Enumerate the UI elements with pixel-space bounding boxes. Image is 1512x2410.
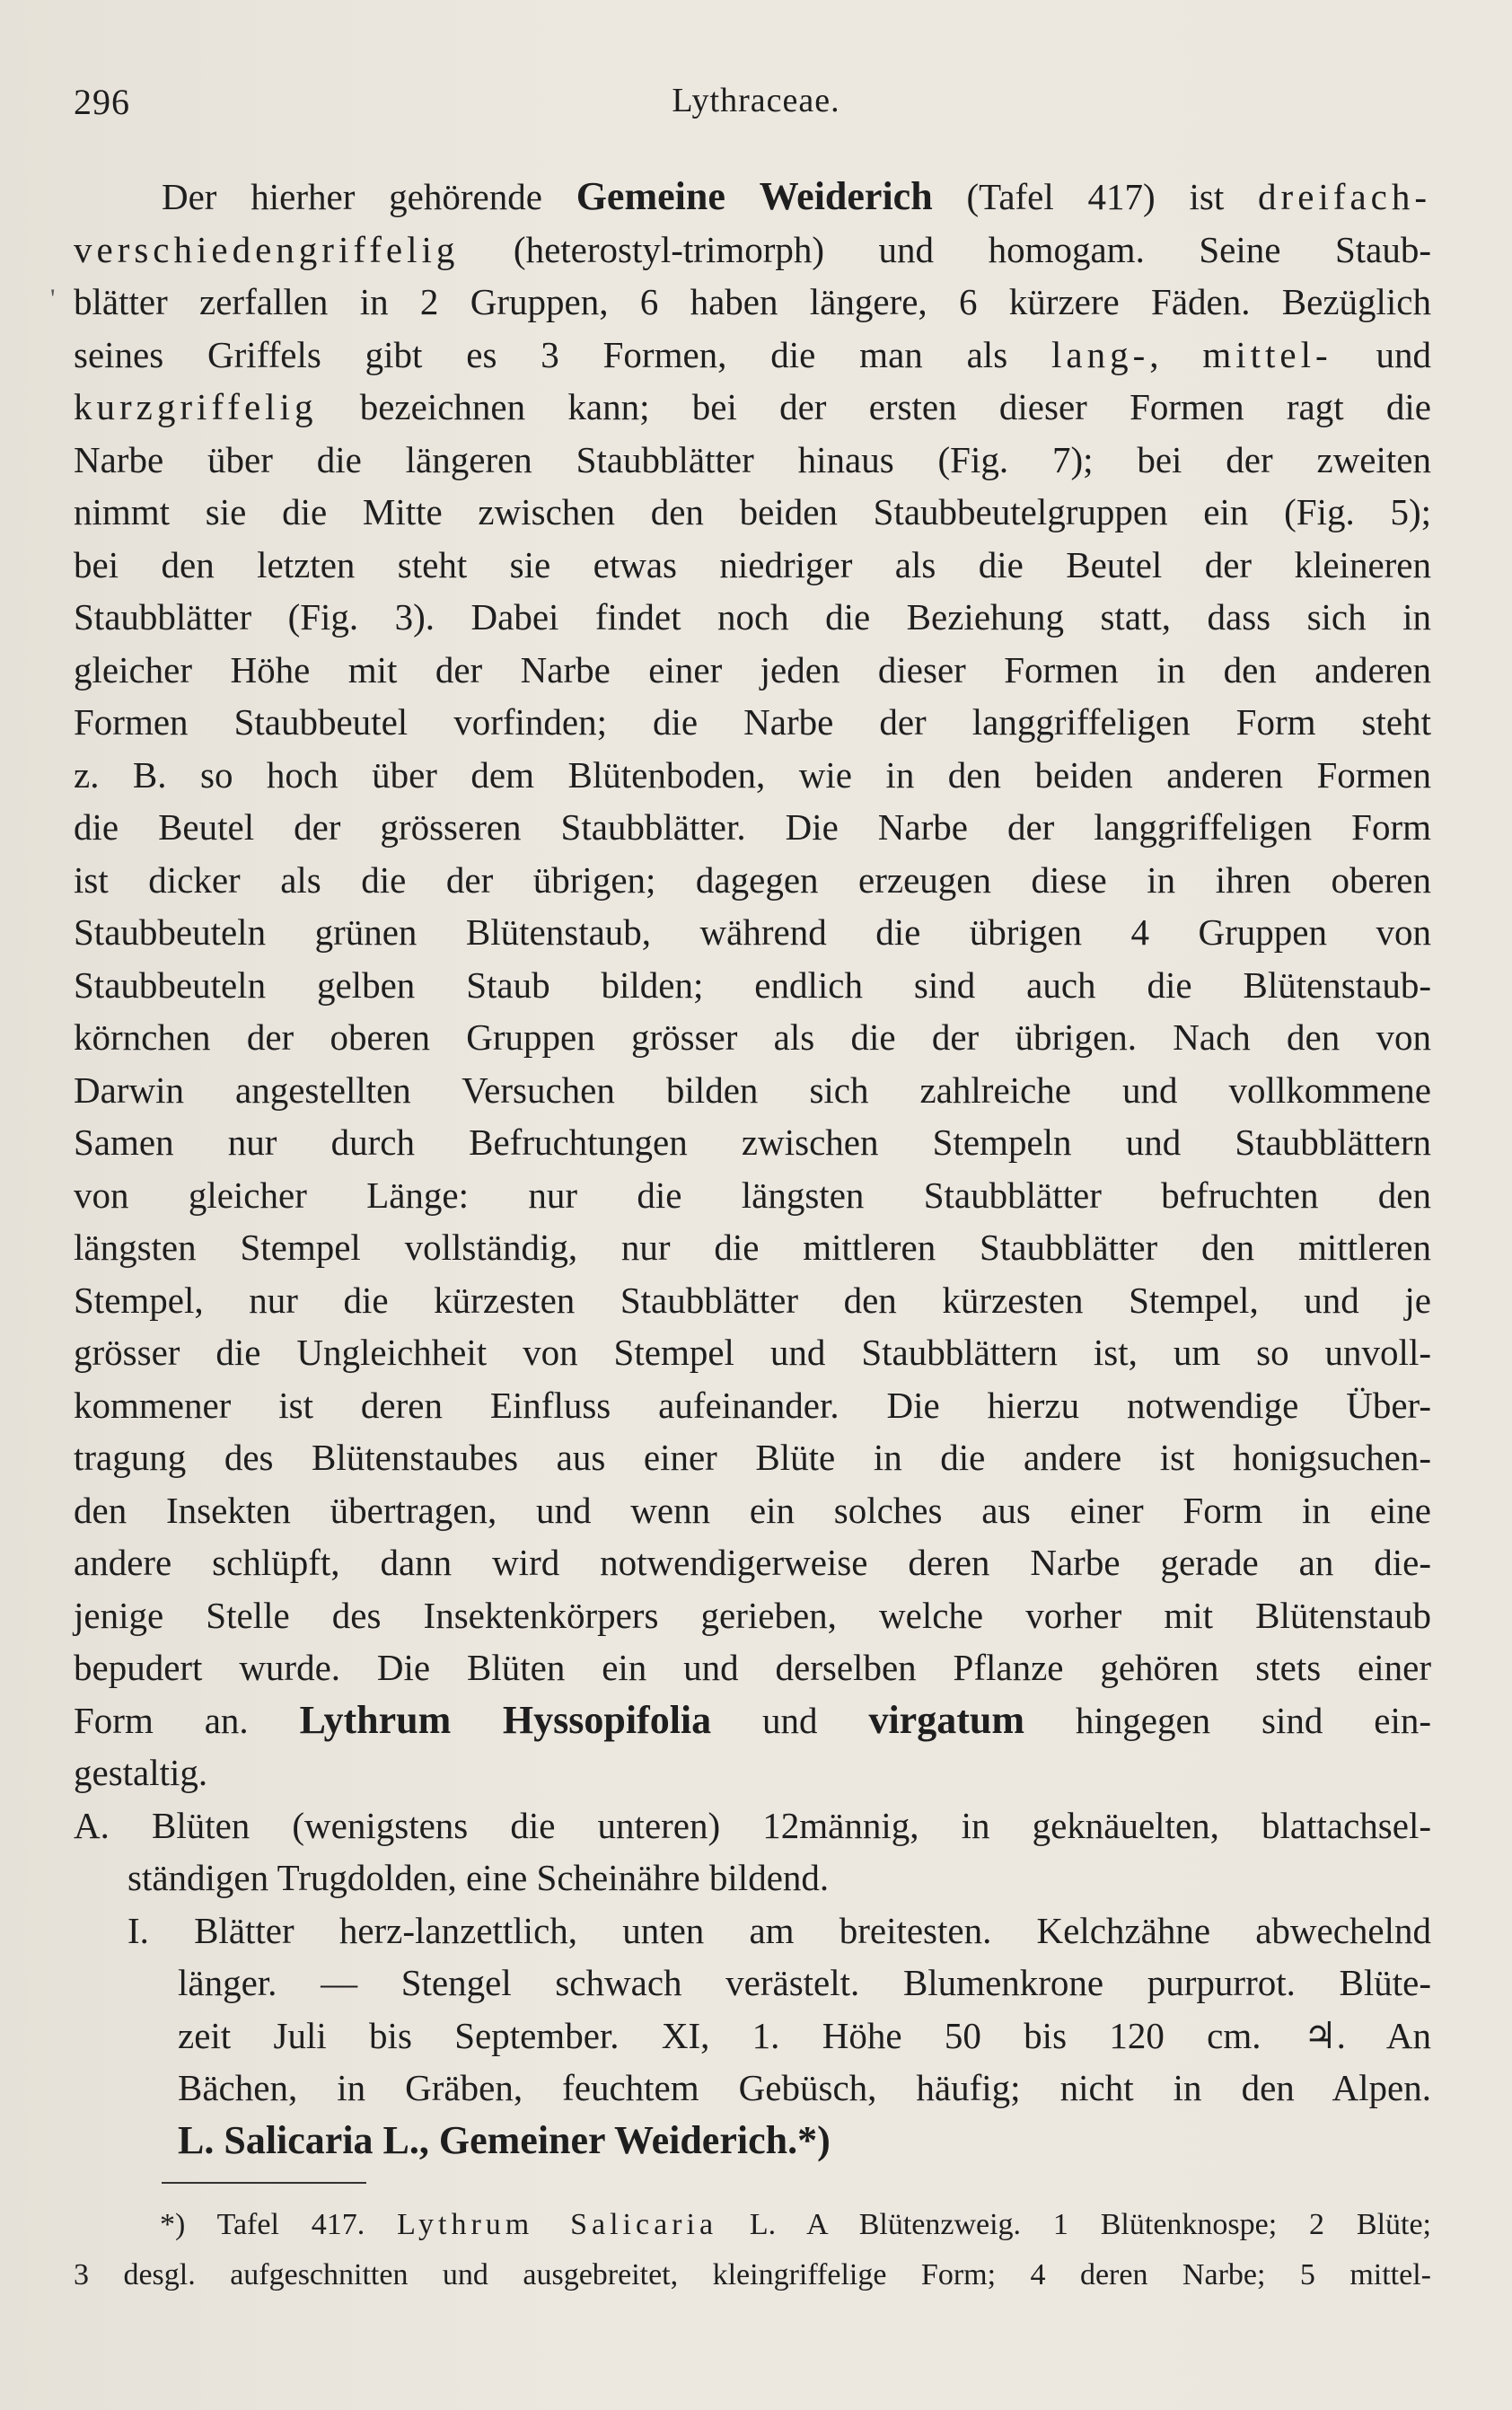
key-entry-i-cont: länger. — Stengel schwach verästelt. Blumenkrone purpurrot. Blüte- <box>178 1962 1431 2003</box>
spaced-term: dreifach- <box>1258 176 1431 217</box>
running-title: Lythraceae. <box>672 82 840 119</box>
text-line: körnchen der oberen Gruppen grösser als die der übrigen. Nach den von <box>74 1016 1431 1058</box>
key-entry-i-cont: Bächen, in Gräben, feuchtem Gebüsch, häufig; nicht in den Alpen. <box>178 2067 1431 2108</box>
text-run: L. A Blütenzweig. 1 Blütenknospe; 2 Blüte; <box>717 2208 1432 2241</box>
spaced-term: kurzgriffelig <box>74 386 318 427</box>
species-heading: L. Salicaria L., Gemeiner Weiderich.*) <box>178 2117 831 2162</box>
page-header <box>74 81 1438 135</box>
text-line: tragung des Blütenstaubes aus einer Blüte in die andere ist honigsuchen- <box>74 1437 1431 1478</box>
text-line <box>74 381 1431 434</box>
text-line: andere schlüpft, dann wird notwendigerweise deren Narbe gerade an die- <box>74 1542 1431 1583</box>
text-line: Stempel, nur die kürzesten Staubblätter den kürzesten Stempel, und je <box>74 1279 1431 1321</box>
text-run: seines Griffels gibt es 3 Formen, die man als <box>74 333 1051 375</box>
text-line <box>74 1694 1431 1747</box>
text-run: hingegen sind ein- <box>1024 1699 1431 1741</box>
text-line: Darwin angestellten Versuchen bilden sich zahlreiche und vollkommene <box>74 1069 1431 1111</box>
species-name: Gemeine Weiderich <box>576 174 933 218</box>
text-line <box>74 329 1431 382</box>
text-line: z. B. so hoch über dem Blütenboden, wie in den beiden anderen Formen <box>74 753 1431 796</box>
text-line: Formen Staubbeutel vorfinden; die Narbe der langgriffeligen Form steht <box>74 701 1431 743</box>
text-line: Staubbeuteln gelben Staub bilden; endlich sind auch die Blütenstaub- <box>74 963 1431 1006</box>
text-run: , <box>1149 333 1203 375</box>
text-line <box>74 171 1431 224</box>
body-text <box>74 171 1431 2167</box>
text-line: längsten Stempel vollständig, nur die mittleren Staubblätter den mittleren <box>74 1227 1431 1268</box>
text-line: Samen nur durch Befruchtungen zwischen Stempeln und Staubblättern <box>74 1121 1431 1163</box>
species-name: Lythrum Hyssopifolia <box>299 1697 712 1742</box>
spaced-term: lang- <box>1051 333 1150 375</box>
key-entry-a: A. Blüten (wenigstens die unteren) 12männig, in geknäuelten, blattachsel- <box>74 1804 1431 1846</box>
text-line: gestaltig. <box>74 1752 208 1793</box>
text-line: blätter zerfallen in 2 Gruppen, 6 haben längere, 6 kürzere Fäden. Bezüglich <box>74 281 1431 322</box>
text-run: bezeichnen kann; bei der ersten dieser Formen ragt die <box>317 386 1431 427</box>
text-run: und <box>711 1699 869 1741</box>
spaced-term: Lythrum Salicaria <box>397 2208 718 2241</box>
text-line <box>74 224 1431 277</box>
footnote-divider <box>162 2182 366 2184</box>
text-line: die Beutel der grösseren Staubblätter. Die Narbe der langgriffeligen Form <box>74 806 1431 848</box>
text-run: Form an. <box>74 1699 300 1741</box>
text-line: gleicher Höhe mit der Narbe einer jeden dieser Formen in den anderen <box>74 648 1431 690</box>
text-run: und <box>1332 333 1431 375</box>
page-number: 296 <box>74 82 130 122</box>
text-line: Narbe über die längeren Staubblätter hinaus (Fig. 7); bei der zweiten <box>74 438 1431 480</box>
spaced-term: verschiedengriffelig <box>74 228 460 270</box>
species-name: virgatum <box>868 1697 1024 1742</box>
text-line: nimmt sie die Mitte zwischen den beiden Staubbeutelgruppen ein (Fig. 5); <box>74 491 1431 532</box>
text-line: kommener ist deren Einfluss aufeinander. Die hierzu notwendige Über- <box>74 1384 1431 1426</box>
text-run: (heterostyl-trimorph) und homogam. Seine Staub- <box>459 228 1431 270</box>
text-line: grösser die Ungleichheit von Stempel und Staubblättern ist, um so unvoll- <box>74 1332 1431 1373</box>
text-run: (Tafel 417) ist <box>932 176 1259 217</box>
footnote-line: 3 desgl. aufgeschnitten und ausgebreitet, kleingriffelige Form; 4 deren Narbe; 5 mittel- <box>74 2258 1431 2291</box>
text-line: bepudert wurde. Die Blüten ein und derselben Pflanze gehören stets einer <box>74 1647 1431 1688</box>
text-run: Der hierher gehörende <box>162 176 576 217</box>
footnote-line <box>74 2200 1431 2250</box>
text-line: den Insekten übertragen, und wenn ein solches aus einer Form in eine <box>74 1489 1431 1531</box>
key-entry-i-cont: zeit Juli bis September. XI, 1. Höhe 50 bis 120 cm. ♃. An <box>178 2014 1431 2056</box>
text-line: Staubbeuteln grünen Blütenstaub, während die übrigen 4 Gruppen von <box>74 911 1431 953</box>
text-line: ist dicker als die der übrigen; dagegen erzeugen diese in ihren oberen <box>74 858 1431 901</box>
spaced-term: mittel- <box>1202 333 1332 375</box>
text-line: Staubblätter (Fig. 3). Dabei findet noch die Beziehung statt, dass sich in <box>74 596 1431 638</box>
text-run: *) Tafel 417. <box>160 2208 398 2241</box>
key-entry-i: I. Blätter herz-lanzettlich, unten am breitesten. Kelchzähne abwechelnd <box>127 1909 1431 1951</box>
key-entry-a-cont: ständigen Trugdolden, eine Scheinähre bildend. <box>127 1857 830 1898</box>
margin-mark: ' <box>50 284 56 313</box>
text-line: bei den letzten steht sie etwas niedriger als die Beutel der kleineren <box>74 543 1431 585</box>
text-line: von gleicher Länge: nur die längsten Staubblätter befruchten den <box>74 1174 1431 1216</box>
text-line: jenige Stelle des Insektenkörpers gerieben, welche vorher mit Blütenstaub <box>74 1594 1431 1636</box>
footnote <box>74 2200 1431 2300</box>
